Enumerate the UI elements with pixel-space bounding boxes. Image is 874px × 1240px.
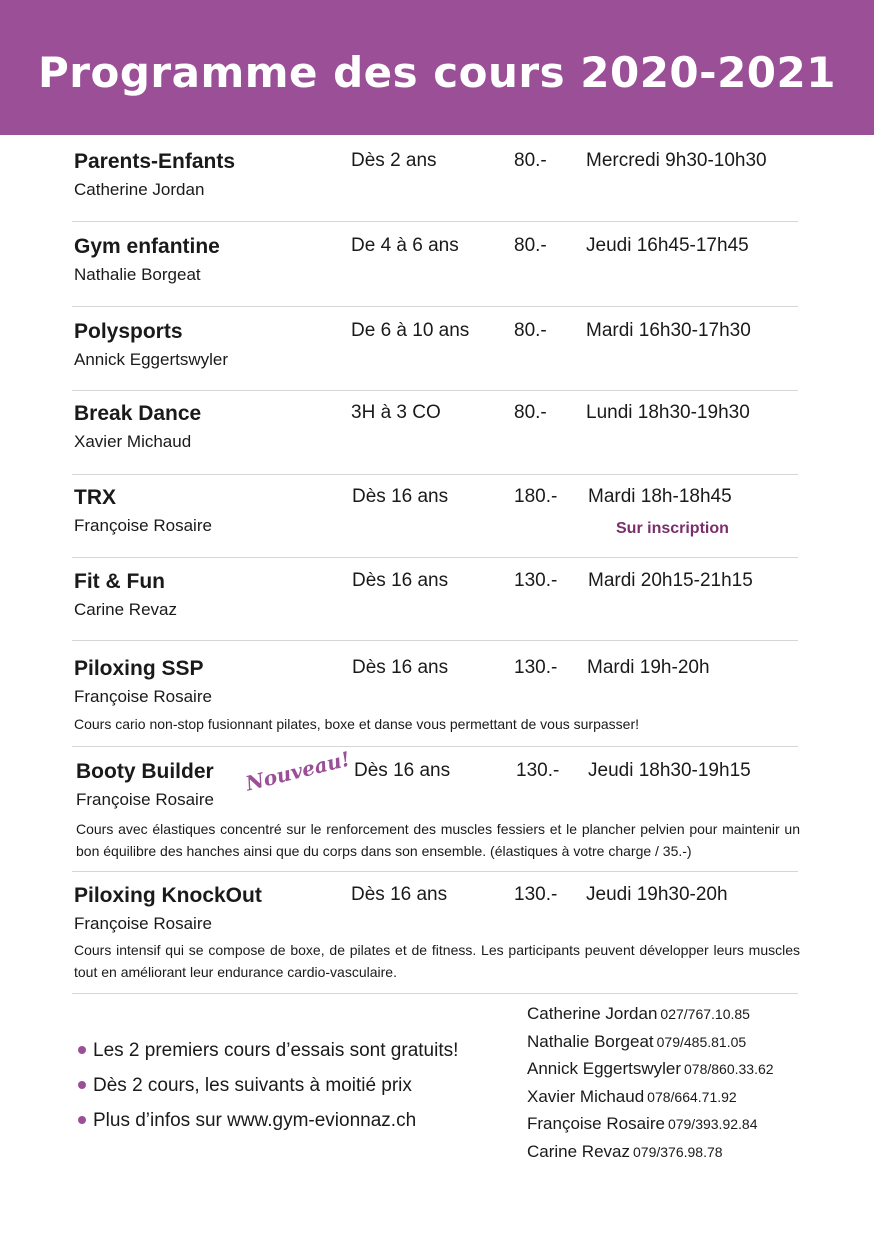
course-time: Mardi 20h15-21h15	[588, 570, 753, 591]
registration-note: Sur inscription	[616, 520, 729, 537]
contact-phone: 078/860.33.62	[684, 1061, 774, 1077]
course-teacher: Nathalie Borgeat	[74, 265, 201, 284]
course-teacher: Annick Eggertswyler	[74, 350, 229, 369]
course-age: 3H à 3 CO	[351, 402, 441, 423]
course-price: 80.-	[514, 150, 547, 171]
course-age: De 6 à 10 ans	[351, 320, 470, 341]
contact-phone: 079/393.92.84	[667, 1116, 758, 1132]
divider	[72, 993, 798, 994]
info-item: Les 2 premiers cours d’essais sont gratuits!	[78, 1040, 458, 1075]
course-time: Mardi 19h-20h	[587, 657, 710, 678]
course-age: Dès 16 ans	[354, 760, 451, 781]
contact-phone: 078/664.71.92	[647, 1088, 737, 1105]
divider	[72, 871, 798, 872]
course-price: 80.-	[514, 402, 547, 423]
course-time: Mercredi 9h30-10h30	[586, 150, 767, 171]
course-age: Dès 16 ans	[352, 486, 449, 507]
course-description: Cours intensif qui se compose de boxe, de pilates et de fitness. Les participants peuvent développer leurs muscles tout en améliorant leur endurance cardio-vasculaire.	[74, 942, 800, 980]
course-title: Piloxing SSP	[74, 657, 204, 680]
contact-item	[527, 1087, 774, 1115]
course-title: Polysports	[74, 320, 183, 343]
course-teacher: Carine Revaz	[74, 600, 177, 619]
bullet-icon	[78, 1116, 86, 1124]
course-title: Booty Builder	[76, 760, 214, 783]
course-price: 180.-	[514, 486, 558, 507]
course-description: Cours avec élastiques concentré sur le renforcement des muscles fessiers et le plancher pelvien pour maintenir un bon équilibre des hanches ainsi que du corps dans son ensemble. (élastiques à votre charge / 35.-)	[76, 821, 800, 859]
contact-phone: 079/376.98.78	[633, 1143, 723, 1160]
contact-name: Nathalie Borgeat	[527, 1031, 654, 1051]
contact-list	[527, 1004, 774, 1169]
course-title: Parents-Enfants	[74, 150, 236, 173]
course-description: Cours cario non-stop fusionnant pilates, boxe et danse vous permettant de vous surpasser!	[74, 716, 639, 732]
course-teacher: Xavier Michaud	[74, 432, 192, 451]
course-teacher: Françoise Rosaire	[76, 790, 214, 809]
contact-name: Catherine Jordan	[527, 1004, 658, 1023]
contact-item	[527, 1142, 774, 1170]
contact-name: Françoise Rosaire	[527, 1114, 665, 1133]
divider	[72, 474, 798, 475]
divider	[72, 746, 798, 747]
page-title: Programme des cours 2020-2021	[38, 48, 836, 97]
course-time: Jeudi 19h30-20h	[586, 884, 728, 905]
course-teacher: Catherine Jordan	[74, 180, 205, 199]
new-badge: Nouveau!	[243, 746, 353, 796]
info-list	[78, 1040, 458, 1145]
website-text: Plus d’infos sur www.gym-evionnaz.ch	[93, 1110, 417, 1131]
contact-phone: 079/485.81.05	[656, 1033, 747, 1050]
divider	[72, 557, 798, 558]
divider	[72, 640, 798, 641]
course-title: Gym enfantine	[74, 235, 220, 258]
info-item: Dès 2 cours, les suivants à moitié prix	[78, 1075, 458, 1110]
course-time: Mardi 16h30-17h30	[586, 320, 751, 341]
contact-item	[527, 1032, 774, 1060]
bullet-icon	[78, 1046, 86, 1054]
course-price: 80.-	[514, 235, 547, 256]
contact-item	[527, 1114, 774, 1142]
contact-name: Carine Revaz	[527, 1141, 630, 1161]
course-price: 130.-	[516, 760, 560, 781]
bullet-icon	[78, 1081, 86, 1089]
course-age: Dès 16 ans	[352, 657, 449, 678]
course-title: Fit & Fun	[74, 570, 165, 593]
course-teacher: Françoise Rosaire	[74, 687, 212, 706]
divider	[72, 390, 798, 391]
course-price: 130.-	[514, 657, 558, 678]
course-price: 80.-	[514, 320, 547, 341]
course-age: De 4 à 6 ans	[351, 235, 459, 256]
course-time: Jeudi 18h30-19h15	[588, 760, 751, 781]
course-time: Jeudi 16h45-17h45	[586, 235, 749, 256]
course-teacher: Françoise Rosaire	[74, 914, 212, 933]
info-item	[78, 1110, 458, 1145]
divider	[72, 221, 798, 222]
contact-name: Annick Eggertswyler	[527, 1059, 682, 1078]
contact-name: Xavier Michaud	[527, 1086, 645, 1106]
course-price: 130.-	[514, 570, 558, 591]
contact-item	[527, 1059, 774, 1087]
header-banner	[0, 0, 874, 135]
course-price: 130.-	[514, 884, 558, 905]
course-time: Mardi 18h-18h45	[588, 486, 732, 507]
course-title: Break Dance	[74, 402, 202, 425]
divider	[72, 306, 798, 307]
course-teacher: Françoise Rosaire	[74, 516, 212, 535]
course-title: TRX	[74, 486, 116, 509]
course-age: Dès 16 ans	[352, 570, 449, 591]
course-age: Dès 2 ans	[351, 150, 437, 171]
course-time: Lundi 18h30-19h30	[586, 402, 750, 423]
contact-phone: 027/767.10.85	[660, 1006, 750, 1022]
contact-item	[527, 1004, 774, 1032]
course-age: Dès 16 ans	[351, 884, 448, 905]
course-title: Piloxing KnockOut	[74, 884, 262, 907]
